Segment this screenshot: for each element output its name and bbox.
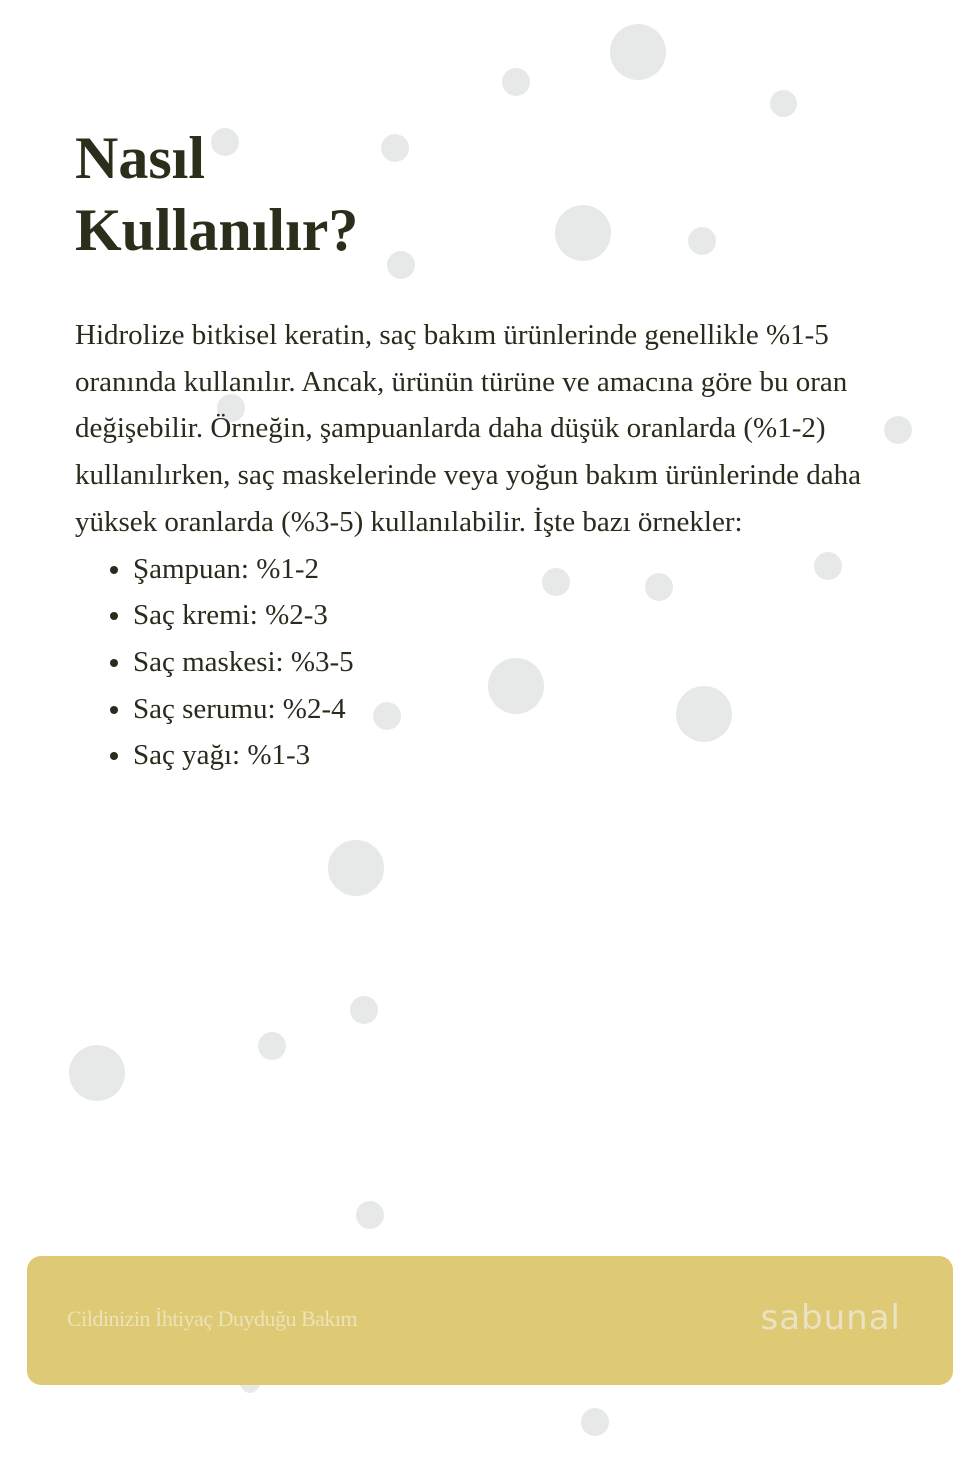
decorative-dot	[770, 90, 797, 117]
footer-tagline: Cildinizin İhtiyaç Duyduğu Bakım	[67, 1306, 358, 1331]
footer-banner	[27, 1256, 953, 1385]
brand-logo: sabunal	[760, 1298, 901, 1338]
decorative-dot	[350, 996, 378, 1024]
title-line-1: Nasıl	[75, 125, 206, 191]
list-item: • Saç maskesi: %3-5	[133, 639, 935, 686]
list-item: • Şampuan: %1-2	[133, 546, 935, 593]
list-item: • Saç kremi: %2-3	[133, 592, 935, 639]
title-line-2: Kullanılır?	[75, 197, 359, 263]
decorative-dot	[502, 68, 530, 96]
decorative-dot	[356, 1201, 384, 1229]
decorative-dot	[610, 24, 666, 80]
decorative-dot	[258, 1032, 286, 1060]
how-to-use-section	[75, 122, 935, 779]
decorative-dot	[69, 1045, 125, 1101]
decorative-dot	[581, 1408, 609, 1436]
decorative-dot	[328, 840, 384, 896]
description-paragraph: Hidrolize bitkisel keratin, saç bakım ürünlerinde genellikle %1-5 oranında kullanılır. Ancak, ürünün türüne ve amacına göre bu oran değişebilir. Örneğin, şampuanlarda daha düşük oranlarda (%1-2) kullanılırken, saç maskelerinde veya yoğun bakım ürünlerinde daha yüksek oranlarda (%3-5) kullanılabilir. İşte bazı örnekler:	[75, 319, 861, 538]
page-title	[75, 122, 935, 266]
examples-list	[75, 546, 935, 780]
list-item: • Saç yağı: %1-3	[133, 732, 935, 779]
list-item: • Saç serumu: %2-4	[133, 686, 935, 733]
